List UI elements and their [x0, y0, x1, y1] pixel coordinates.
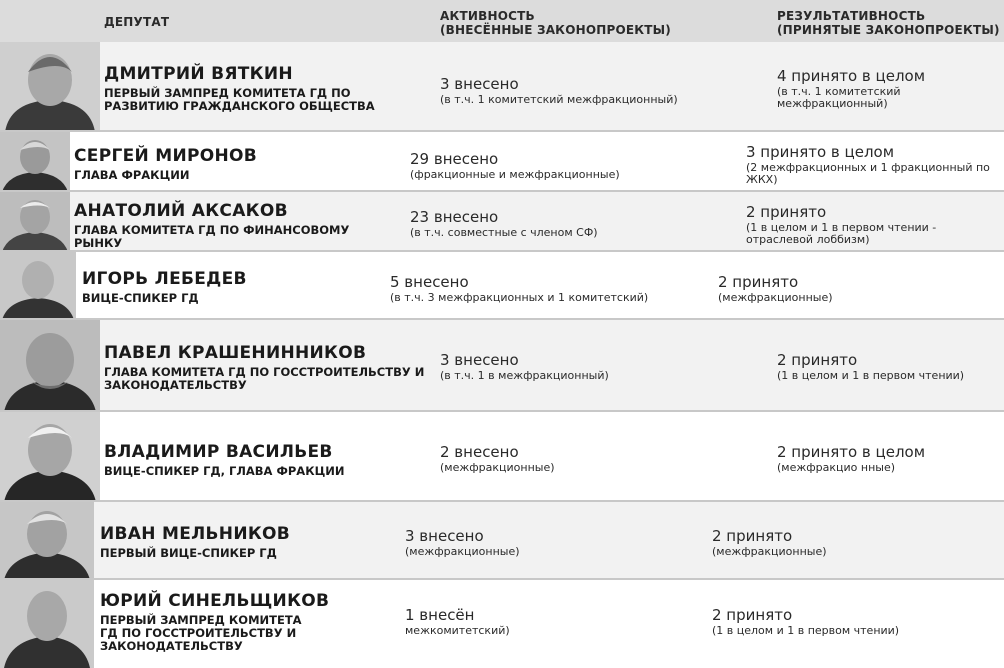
result-note	[718, 292, 833, 304]
result-note-line: (1 в целом и 1 в первом чтении -	[746, 221, 937, 234]
activity-count: 23 внесено	[410, 208, 499, 226]
deputy-name: ДМИТРИЙ ВЯТКИН	[104, 64, 293, 84]
header-result-title: РЕЗУЛЬТАТИВНОСТЬ	[777, 9, 926, 23]
result-note-line: (межфракционные)	[718, 291, 833, 304]
deputy-info	[104, 343, 424, 392]
activity-count: 3 внесено	[440, 75, 519, 93]
result-cell	[718, 274, 833, 304]
activity-count: 3 внесено	[440, 351, 519, 369]
header-deputy	[104, 15, 169, 29]
deputy-name: ЮРИЙ СИНЕЛЬЩИКОВ	[100, 591, 330, 611]
result-cell	[712, 607, 899, 637]
deputy-role	[100, 614, 329, 653]
deputy-info	[100, 524, 290, 560]
result-note-line: (межфракцио нные)	[777, 461, 896, 474]
result-note	[777, 370, 964, 382]
result-note	[712, 546, 827, 558]
result-note	[777, 462, 925, 474]
deputy-role-line: ГЛАВА КОМИТЕТА ГД ПО ГОССТРОИТЕЛЬСТВУ И	[104, 365, 425, 379]
deputy-role-line: ВИЦЕ-СПИКЕР ГД	[82, 291, 199, 305]
deputy-info	[74, 146, 257, 182]
activity-note-line: (в т.ч. 1 в межфракционный)	[440, 369, 609, 382]
result-note-line: (межфракционные)	[712, 545, 827, 558]
deputy-info	[74, 201, 349, 250]
deputy-info	[104, 442, 345, 478]
activity-note-line: (в т.ч. совместные с членом СФ)	[410, 226, 598, 239]
table-row	[0, 320, 1004, 412]
deputy-name: ВЛАДИМИР ВАСИЛЬЕВ	[104, 442, 333, 462]
result-cell	[746, 144, 990, 186]
activity-count: 2 внесено	[440, 443, 519, 461]
activity-note	[410, 169, 620, 181]
table-row	[0, 42, 1004, 132]
activity-note	[440, 462, 555, 474]
table-row	[0, 502, 1004, 580]
deputy-photo	[0, 580, 94, 668]
deputy-role-line: РАЗВИТИЮ ГРАЖДАНСКОГО ОБЩЕСТВА	[104, 99, 375, 113]
deputy-role-line: ЗАКОНОДАТЕЛЬСТВУ	[104, 378, 247, 392]
deputy-photo	[0, 252, 76, 320]
deputy-role-line: ГЛАВА КОМИТЕТА ГД ПО ФИНАНСОВОМУ	[74, 223, 350, 237]
table-row	[0, 252, 1004, 320]
activity-note-line: (межфракционные)	[405, 545, 520, 558]
result-count: 2 принято	[718, 273, 799, 291]
table-row	[0, 412, 1004, 502]
result-note-line: межфракционный)	[777, 97, 888, 110]
result-count: 3 принято в целом	[746, 143, 895, 161]
deputy-name: ПАВЕЛ КРАШЕНИННИКОВ	[104, 343, 367, 363]
deputy-role	[74, 169, 257, 182]
deputy-name: АНАТОЛИЙ АКСАКОВ	[74, 201, 288, 221]
result-note-line: ЖКХ)	[746, 173, 778, 186]
deputy-role	[74, 224, 349, 250]
activity-note-line: (межфракционные)	[440, 461, 555, 474]
result-count: 2 принято в целом	[777, 443, 926, 461]
activity-cell	[440, 76, 678, 106]
deputy-role-line: ЗАКОНОДАТЕЛЬСТВУ	[100, 639, 243, 653]
activity-cell	[405, 607, 510, 637]
header-activity-title: АКТИВНОСТЬ	[440, 9, 535, 23]
deputy-photo	[0, 192, 70, 252]
activity-note-line: (фракционные и межфракционные)	[410, 168, 620, 181]
deputy-info	[100, 591, 329, 653]
deputy-info	[104, 64, 375, 113]
activity-note	[405, 625, 510, 637]
result-count: 2 принято	[712, 527, 793, 545]
table-row	[0, 132, 1004, 192]
deputy-role-line: ПЕРВЫЙ ЗАМПРЕД КОМИТЕТА ГД ПО	[104, 86, 351, 100]
deputy-photo	[0, 132, 70, 192]
deputy-info	[82, 269, 247, 305]
deputy-role	[82, 292, 247, 305]
deputy-role-line: ГД ПО ГОССТРОИТЕЛЬСТВУ И	[100, 626, 297, 640]
deputy-role	[104, 87, 375, 113]
result-count: 2 принято	[746, 203, 827, 221]
activity-note-line: (в т.ч. 3 межфракционных и 1 комитетский)	[390, 291, 649, 304]
header-activity-subtitle: (ВНЕСЁННЫЕ ЗАКОНОПРОЕКТЫ)	[440, 23, 671, 37]
activity-count: 5 внесено	[390, 273, 469, 291]
activity-note	[440, 370, 609, 382]
activity-note	[390, 292, 648, 304]
deputy-role-line: ГЛАВА ФРАКЦИИ	[74, 168, 190, 182]
result-cell	[777, 444, 925, 474]
deputy-photo	[0, 42, 100, 132]
deputy-role-line: ВИЦЕ-СПИКЕР ГД, ГЛАВА ФРАКЦИИ	[104, 464, 345, 478]
deputy-role	[104, 465, 345, 478]
activity-note-line: (в т.ч. 1 комитетский межфракционный)	[440, 93, 678, 106]
table-row	[0, 192, 1004, 252]
activity-note	[440, 94, 678, 106]
result-count: 2 принято	[712, 606, 793, 624]
activity-note	[405, 546, 520, 558]
deputy-name: ИВАН МЕЛЬНИКОВ	[100, 524, 291, 544]
table-header	[0, 0, 1004, 42]
result-cell	[712, 528, 827, 558]
result-note	[746, 162, 990, 186]
deputy-name: СЕРГЕЙ МИРОНОВ	[74, 146, 258, 166]
activity-note-line: межкомитетский)	[405, 624, 510, 637]
result-cell	[746, 204, 936, 246]
activity-count: 29 внесено	[410, 150, 499, 168]
activity-cell	[405, 528, 520, 558]
result-note-line: (в т.ч. 1 комитетский	[777, 85, 901, 98]
result-note-line: отраслевой лоббизм)	[746, 233, 870, 246]
deputy-role-line: ПЕРВЫЙ ВИЦЕ-СПИКЕР ГД	[100, 546, 277, 560]
activity-cell	[440, 352, 609, 382]
result-note-line: (2 межфракционных и 1 фракционный по	[746, 161, 990, 174]
result-count: 4 принято в целом	[777, 67, 926, 85]
header-result	[777, 9, 1000, 37]
result-note-line: (1 в целом и 1 в первом чтении)	[777, 369, 965, 382]
result-count: 2 принято	[777, 351, 858, 369]
table-row	[0, 580, 1004, 668]
header-result-subtitle: (ПРИНЯТЫЕ ЗАКОНОПРОЕКТЫ)	[777, 23, 1000, 37]
activity-note	[410, 227, 598, 239]
deputy-role-line: РЫНКУ	[74, 236, 123, 250]
deputy-photo	[0, 320, 100, 412]
activity-cell	[410, 209, 598, 239]
header-activity	[440, 9, 671, 37]
result-cell	[777, 68, 925, 110]
deputy-photo	[0, 502, 94, 580]
header-deputy-label: ДЕПУТАТ	[104, 15, 170, 29]
result-note	[712, 625, 899, 637]
deputy-role-line: ПЕРВЫЙ ЗАМПРЕД КОМИТЕТА	[100, 613, 302, 627]
result-note	[777, 86, 925, 110]
deputy-photo	[0, 412, 100, 502]
activity-count: 3 внесено	[405, 527, 484, 545]
activity-count: 1 внесён	[405, 606, 475, 624]
deputy-role	[104, 366, 424, 392]
activity-cell	[390, 274, 648, 304]
result-cell	[777, 352, 964, 382]
result-note-line: (1 в целом и 1 в первом чтении)	[712, 624, 900, 637]
deputy-role	[100, 547, 290, 560]
activity-cell	[440, 444, 555, 474]
deputy-name: ИГОРЬ ЛЕБЕДЕВ	[82, 269, 247, 289]
result-note	[746, 222, 936, 246]
activity-cell	[410, 151, 620, 181]
